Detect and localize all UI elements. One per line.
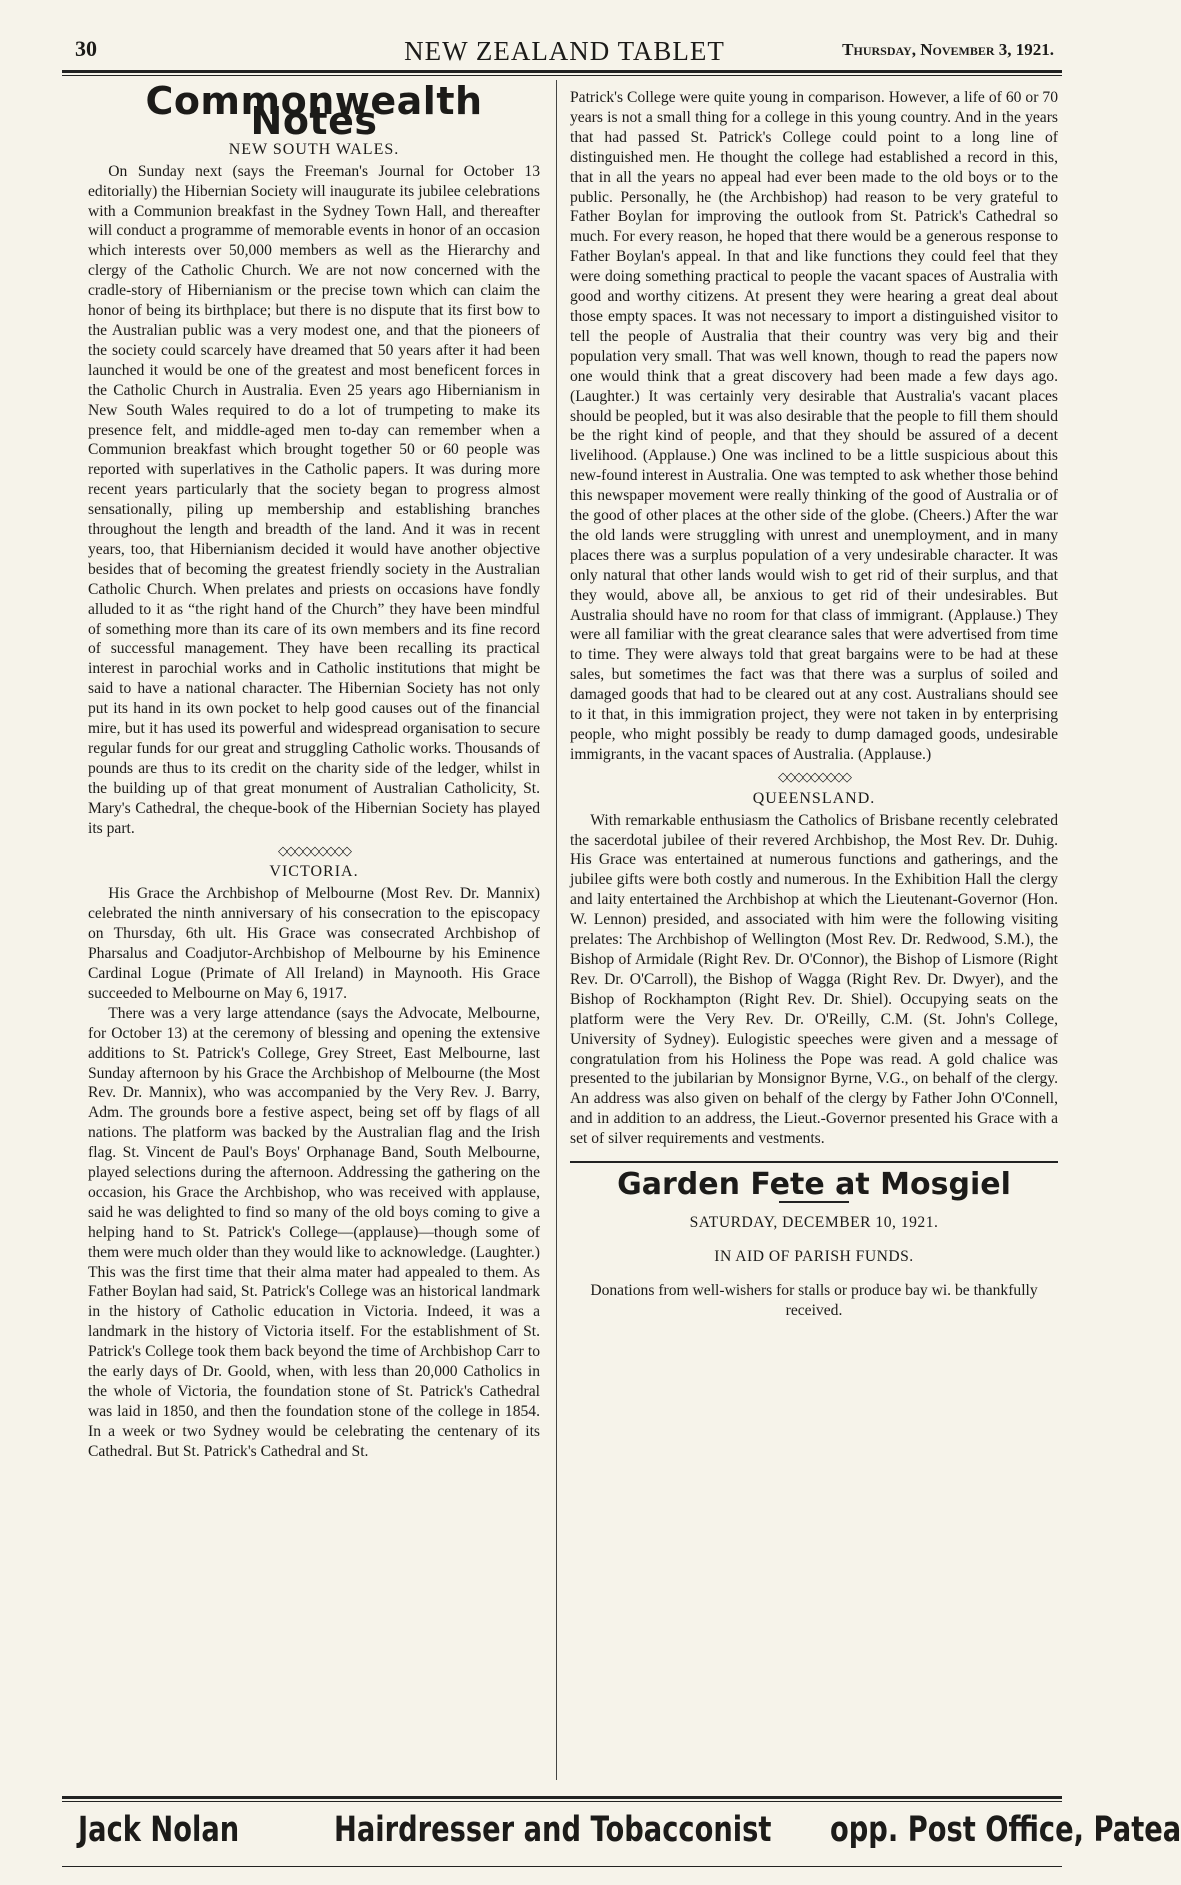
- section-heading-nsw: NEW SOUTH WALES.: [228, 140, 400, 158]
- paragraph-nsw-1: On Sunday next (says the Freeman's Journal for October 13 editorially) the Hibernian Society will inaugurate its jubilee celebrations with a Communion breakfast in the Sydney Town Hall, and thereafter will conduct a programme of memorable events in honor of an occasion which interests over 50,000 members as well as the Hierarchy and clergy of the Catholic Church. We are not now concerned with the cradle-story of Hibernianism or the precise town which can claim the honor of being its birthplace; but there is no dispute that its first bow to the Australian public was a very modest one, and that the pioneers of the society could scarcely have dreamed that 50 years after it had been launched it would be one of the greatest and most beneficent forces in the Catholic Church in Australia. Even 25 years ago Hibernianism in New South Wales required to do a lot of trumpeting to make its presence felt, and middle-aged men to-day can remember when a Communion breakfast which brought together 50 or 60 people was reported with superlatives in the Catholic papers. It was during more recent years particularly that the society began to progress almost sensationally, piling up membership and establishing branches throughout the length and breadth of the land. And it was in recent years, too, that Hibernianism decided it would have another objective besides that of becoming the greatest friendly society in the Australian Catholic Church. When prelates and priests on occasions have fondly alluded to it as “the right hand of the Church” they have been mindful of something more than its care of its own members and its fine record of successful management. They have been recalling its practical interest in parochial works and in Catholic institutions that might be said to have a national character. The Hibernian Society has not only put its hand in its own pocket to help good causes out of the financial mire, but it has used its powerful and widespread organisation to secure regular funds for our great and struggling Catholic works. Thousands of pounds are thus to its credit on the charity side of the ledger, whilst in the building up of that great monument of Australian Catholicity, St. Mary's Cathedral, the cheque-book of the Hibernian Society has played its part.: [88, 162, 540, 837]
- paragraph-victoria-3: Patrick's College were quite young in comparison. However, a life of 60 or 70 years is not a small thing for a college in this young country. And in the years that had passed St. Patrick's College could point to a long line of distinguished men. He thought the college had established a record in this, that in all the years no appeal had ever been made to the old boys or to the public. Personally, he (the Archbishop) had reason to be very grateful to Father Boylan for improving the outlook from St. Patrick's Cathedral so much. For every reason, he hoped that there would be a generous response to Father Boylan's appeal. In that and like functions they could feel that they were doing something practical to people the vacant spaces of Australia with good and worthy citizens. At present they were hearing a great deal about those empty spaces. It was not necessary to import a distinguished visitor to tell the people of Australia that their country was very big and their population very small. That was well known, though to read the papers now one would think that a great discovery had been made a few days ago. (Laughter.) It was certainly very desirable that Australia's vacant places should be peopled, but it was also desirable that the people to fill them should be the right kind of people, and that they should be assured of a decent livelihood. (Applause.) One was inclined to be a little suspicious about this new-found interest in Australia. One was tempted to ask whether those behind this newspaper movement were really thinking of the good of Australia or of the good of other places at the other side of the globe. (Cheers.) After the war the old lands were struggling with unrest and unemployment, and in many places there was a surplus population of a very undesirable character. It was only natural that other lands would wish to get rid of their surplus, and that they would, above all, be anxious to get rid of their undesirables. But Australia should have no room for that class of immigrant. (Applause.) They were all familiar with the great clearance sales that were advertised from time to time. They were always told that great bargains were to be had at these sales, but sometimes the fact was that there was a surplus of soiled and damaged goods that had to be cleared out at any cost. Australians should see to it that, in this immigration project, they were not taken in by enterprising people, who might possibly be ready to dump damaged goods, undesirable immigrants, in the vacant spaces of Australia. (Applause.): [570, 89, 1058, 763]
- paragraph-victoria-2: There was a very large attendance (says the Advocate, Melbourne, for October 13) at the ceremony of blessing and opening the extensive additions to St. Patrick's College, Grey Street, East Melbourne, last Sunday afternoon by his Grace the Archbishop of Melbourne (the Most Rev. Dr. Mannix), who was accompanied by the Very Rev. J. Barry, Adm. The grounds bore a festive aspect, being set off by flags of all nations. The platform was backed by the Australian flag and the Irish flag. St. Vincent de Paul's Boys' Orphanage Band, South Melbourne, played selections during the afternoon. Addressing the gathering on the occasion, his Grace the Archbishop, who was received with applause, said he was delighted to find so many of the old boys coming to give a helping hand to St. Patrick's College—(applause)—though some of them were much older than they would like to acknowledge. (Laughter.) This was the first time that their alma mater had appealed to them. As Father Boylan had said, St. Patrick's College was an historical landmark in the history of Catholic education in Victoria. Indeed, it was a landmark in the history of Victoria itself. For the establishment of St. Patrick's College took them back beyond the time of Archbishop Carr to the early days of Dr. Goold, when, with less than 20,000 Catholics in the whole of Victoria, the foundation stone of St. Patrick's Cathedral was laid in 1850, and then the foundation stone of the college in 1854. In a week or two Sydney would be celebrating the centenary of its Cathedral. But St. Patrick's Cathedral and St.: [88, 1004, 540, 1460]
- column-divider: [556, 80, 557, 1780]
- notice-title: Garden Fete at Mosgiel: [617, 1167, 1011, 1203]
- page-number: 30: [75, 36, 97, 61]
- paragraph-victoria-1: His Grace the Archbishop of Melbourne (Most Rev. Dr. Mannix) celebrated the ninth anniversary of his consecration to the episcopacy on Thursday, 6th ult. His Grace was consecrated Archbishop of Pharsalus and Coadjutor-Archbishop of Melbourne by his Eminence Cardinal Logue (Primate of All Ireland) in Maynooth. His Grace succeeded to Melbourne on May 6, 1917.: [88, 885, 540, 1002]
- left-column: [88, 79, 540, 1462]
- masthead: [75, 36, 1054, 66]
- ornament-divider: ◇◇◇◇◇◇◇◇◇: [778, 768, 850, 784]
- notice-date: SATURDAY, DECEMBER 10, 1921.: [689, 1213, 939, 1231]
- issue-date: Thursday, November 3, 1921.: [842, 40, 1054, 59]
- newspaper-title: NEW ZEALAND TABLET: [404, 36, 725, 66]
- ornament-divider: ◇◇◇◇◇◇◇◇◇: [278, 842, 350, 858]
- notice-purpose: IN AID OF PARISH FUNDS.: [714, 1247, 914, 1265]
- advert-location: opp. Post Office, Patea: [830, 1810, 1181, 1850]
- notice-appeal: Donations from well-wishers for stalls or produce bay wi. be thankfully received.: [590, 1281, 1038, 1319]
- section-heading-victoria: VICTORIA.: [269, 863, 359, 881]
- bottom-rule: [62, 1866, 1062, 1867]
- advert-trade: Hairdresser and Tobacconist: [334, 1810, 772, 1850]
- masthead-rule: [62, 70, 1062, 76]
- garden-fete-notice: [570, 1161, 1058, 1321]
- section-heading-queensland: QUEENSLAND.: [752, 789, 876, 807]
- article-headline: Commonwealth Notes: [145, 79, 483, 143]
- paragraph-queensland-1: With remarkable enthusiasm the Catholics of Brisbane recently celebrated the sacerdotal jubilee of their revered Archbishop, the Most Rev. Dr. Duhig. His Grace was entertained at numerous functions and gatherings, and the jubilee gifts were both costly and numerous. In the Exhibition Hall the clergy and laity entertained the Archbishop at which the Lieutenant-Governor (Hon. W. Lennon) presided, and associated with him were the following visiting prelates: The Archbishop of Wellington (Most Rev. Dr. Redwood, S.M.), the Bishop of Armidale (Right Rev. Dr. O'Connor), the Bishop of Lismore (Right Rev. Dr. O'Carroll), the Bishop of Wagga (Right Rev. Dr. Dwyer), and the Bishop of Rockhampton (Right Rev. Dr. Shiel). Occupying seats on the platform were the Very Rev. Dr. O'Reilly, C.M. (St. John's College, University of Sydney). Eulogistic speeches were given and a message of congratulation from his Holiness the Pope was read. A gold chalice was presented to the jubilarian by Monsignor Byrne, V.G., on behalf of the clergy. An address was also given on behalf of the clergy by Father John O'Connell, and in addition to an address, the Lieut.-Governor presented his Grace with a set of silver requirements and vestments.: [570, 811, 1058, 1148]
- advert-rule: [62, 1796, 1062, 1802]
- advertisement-banner: [62, 1810, 1181, 1860]
- advert-name: Jack Nolan: [78, 1810, 240, 1850]
- right-column: [570, 88, 1058, 1321]
